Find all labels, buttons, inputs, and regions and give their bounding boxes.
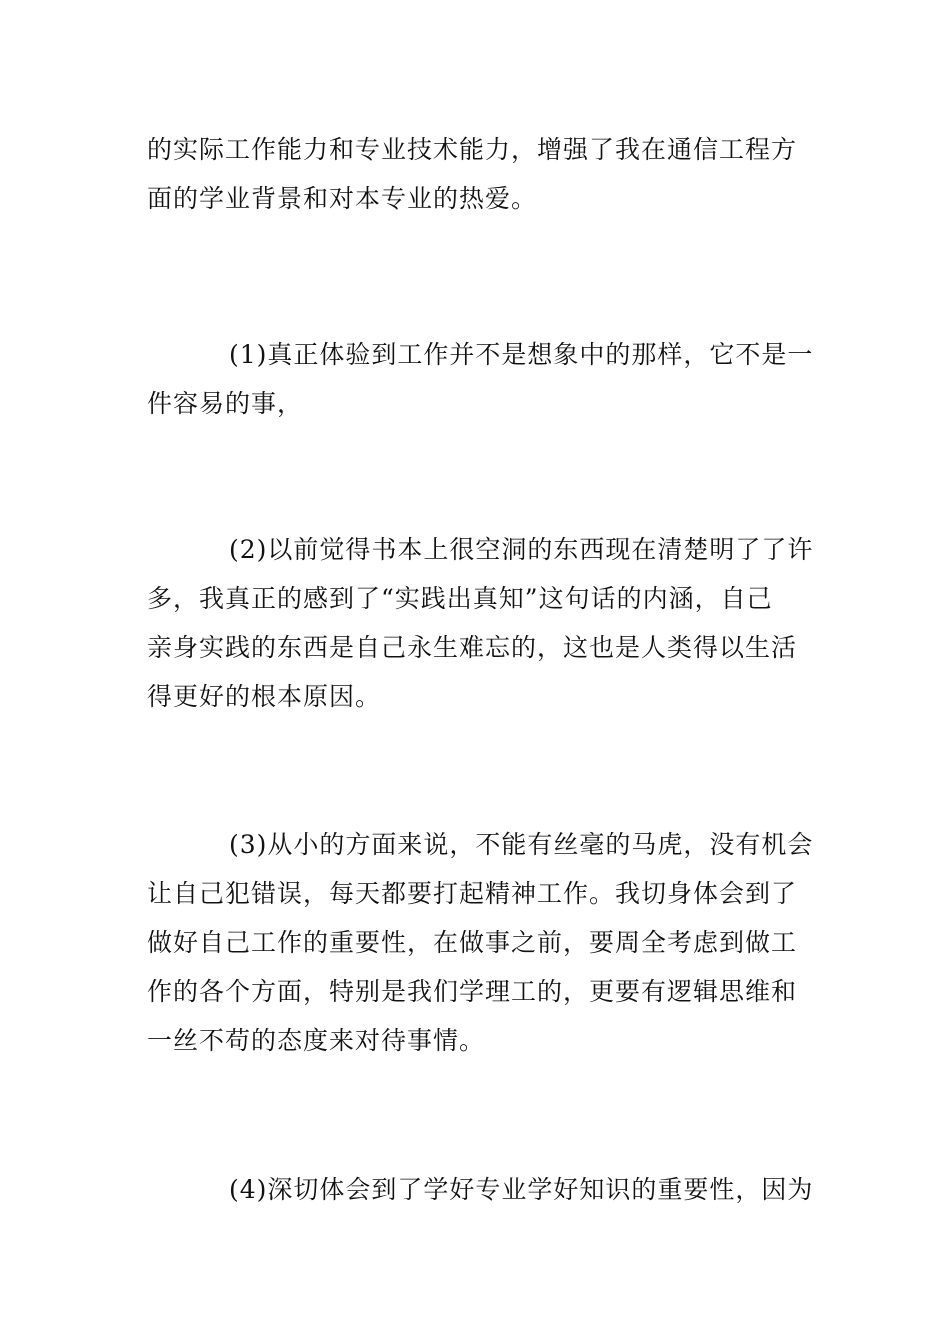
- paragraph-point-4: [147, 1165, 814, 1214]
- text-line: 作的各个方面，特别是我们学理工的，更要有逻辑思维和: [147, 977, 798, 1006]
- paragraph-point-2: [147, 525, 814, 721]
- text-line: 的实际工作能力和专业技术能力，增强了我在通信工程方: [147, 135, 798, 164]
- text-line: 件容易的事，: [147, 389, 304, 418]
- text-line: 面的学业背景和对本专业的热爱。: [147, 184, 538, 213]
- text-line: 得更好的根本原因。: [147, 682, 382, 711]
- text-line: (3)从小的方面来说，不能有丝毫的马虎，没有机会: [229, 830, 814, 859]
- text-line: 做好自己工作的重要性，在做事之前，要周全考虑到做工: [147, 928, 798, 957]
- text-line: 亲身实践的东西是自己永生难忘的，这也是人类得以生活: [147, 633, 798, 662]
- text-line: 一丝不苟的态度来对待事情。: [147, 1026, 486, 1055]
- text-line: 让自己犯错误，每天都要打起精神工作。我切身体会到了: [147, 879, 798, 908]
- text-line: 多，我真正的感到了“实践出真知”这句话的内涵，自己: [147, 584, 773, 613]
- paragraph-point-1: [147, 330, 814, 428]
- text-line: (4)深切体会到了学好专业学好知识的重要性，因为: [229, 1175, 814, 1204]
- paragraph-point-3: [147, 820, 814, 1065]
- text-line: (1)真正体验到工作并不是想象中的那样，它不是一: [229, 340, 814, 369]
- text-line: (2)以前觉得书本上很空洞的东西现在清楚明了了许: [229, 535, 814, 564]
- paragraph-continuation: [147, 125, 807, 223]
